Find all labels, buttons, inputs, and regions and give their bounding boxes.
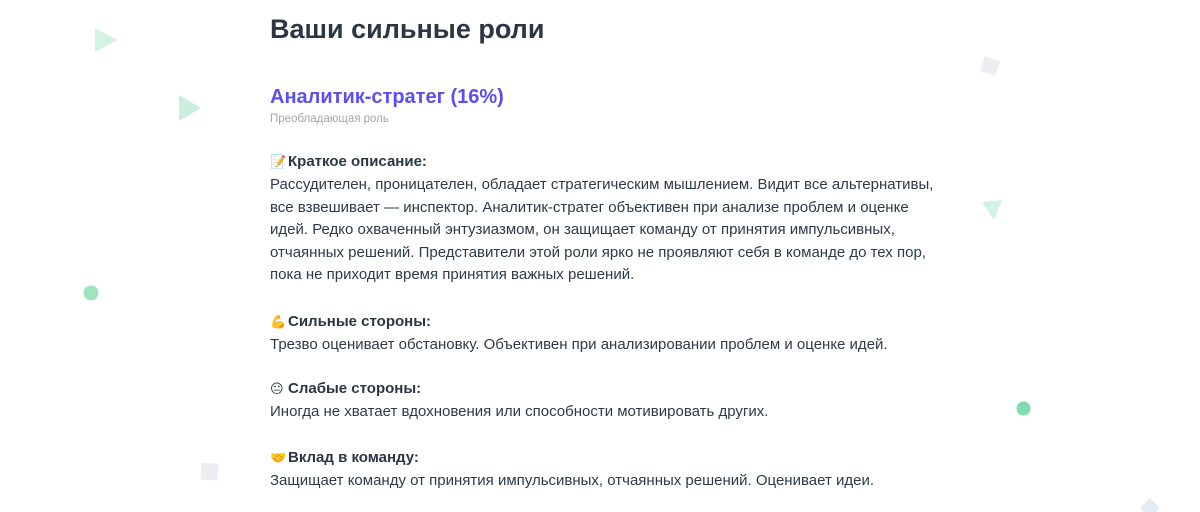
section-heading-label: Краткое описание: bbox=[288, 153, 427, 170]
section-heading bbox=[270, 447, 970, 469]
decor-circle-icon bbox=[1016, 401, 1031, 416]
decor-triangle-icon bbox=[980, 198, 1004, 222]
section-heading-label: Сильные стороны: bbox=[288, 313, 432, 330]
text-line: Рассудителен, проницателен, обладает стратегическим мышлением. Видит все альтернативы, bbox=[270, 176, 934, 193]
text-line: пока не приходит время принятия важных решений. bbox=[270, 266, 635, 283]
text-line: все взвешивает — инспектор. Аналитик-стратег объективен при анализе проблем и оценке bbox=[270, 198, 909, 216]
handshake-icon: 🤝 bbox=[270, 450, 287, 465]
text-line: Иногда не хватает вдохновения или способности мотивировать других. bbox=[270, 403, 769, 420]
section-heading bbox=[270, 378, 970, 400]
text-line: Защищает команду от принятия импульсивных, отчаянных решений. Оценивает идеи. bbox=[270, 472, 875, 489]
section-team-contribution bbox=[270, 447, 970, 493]
section-text bbox=[270, 334, 950, 357]
section-heading bbox=[270, 151, 970, 173]
section-text bbox=[270, 470, 950, 493]
neutral-face-icon: 😐 bbox=[270, 381, 284, 396]
flexed-biceps-icon: 💪 bbox=[270, 314, 287, 329]
text-line: отчаянных решений. Представители этой роли ярко не проявляют себя в команде до тех пор, bbox=[270, 243, 926, 261]
page-title: Ваши сильные роли bbox=[270, 14, 545, 44]
role-subtitle: Преобладающая роль bbox=[270, 113, 389, 125]
decor-square-icon bbox=[979, 55, 1001, 77]
section-heading-label: Слабые стороны: bbox=[288, 380, 422, 397]
text-line: идей. Редко охваченный энтузиазмом, он защищает команду от принятия импульсивных, bbox=[270, 221, 895, 238]
section-heading-label: Вклад в команду: bbox=[288, 449, 419, 466]
section-weaknesses bbox=[270, 378, 970, 424]
decor-square-icon bbox=[199, 461, 220, 482]
decor-circle-icon bbox=[83, 285, 99, 301]
section-text bbox=[270, 174, 950, 287]
decor-triangle-icon bbox=[178, 94, 202, 122]
section-text bbox=[270, 401, 950, 424]
memo-icon: 📝 bbox=[270, 154, 287, 169]
section-description bbox=[270, 151, 970, 287]
decor-triangle-icon bbox=[94, 27, 118, 53]
section-heading bbox=[270, 311, 970, 333]
section-strengths bbox=[270, 311, 970, 357]
text-line: Трезво оценивает обстановку. Объективен при анализировании проблем и оценке идей. bbox=[270, 336, 888, 353]
decor-diamond-icon bbox=[1140, 498, 1160, 512]
role-title: Аналитик-стратег (16%) bbox=[270, 86, 504, 108]
